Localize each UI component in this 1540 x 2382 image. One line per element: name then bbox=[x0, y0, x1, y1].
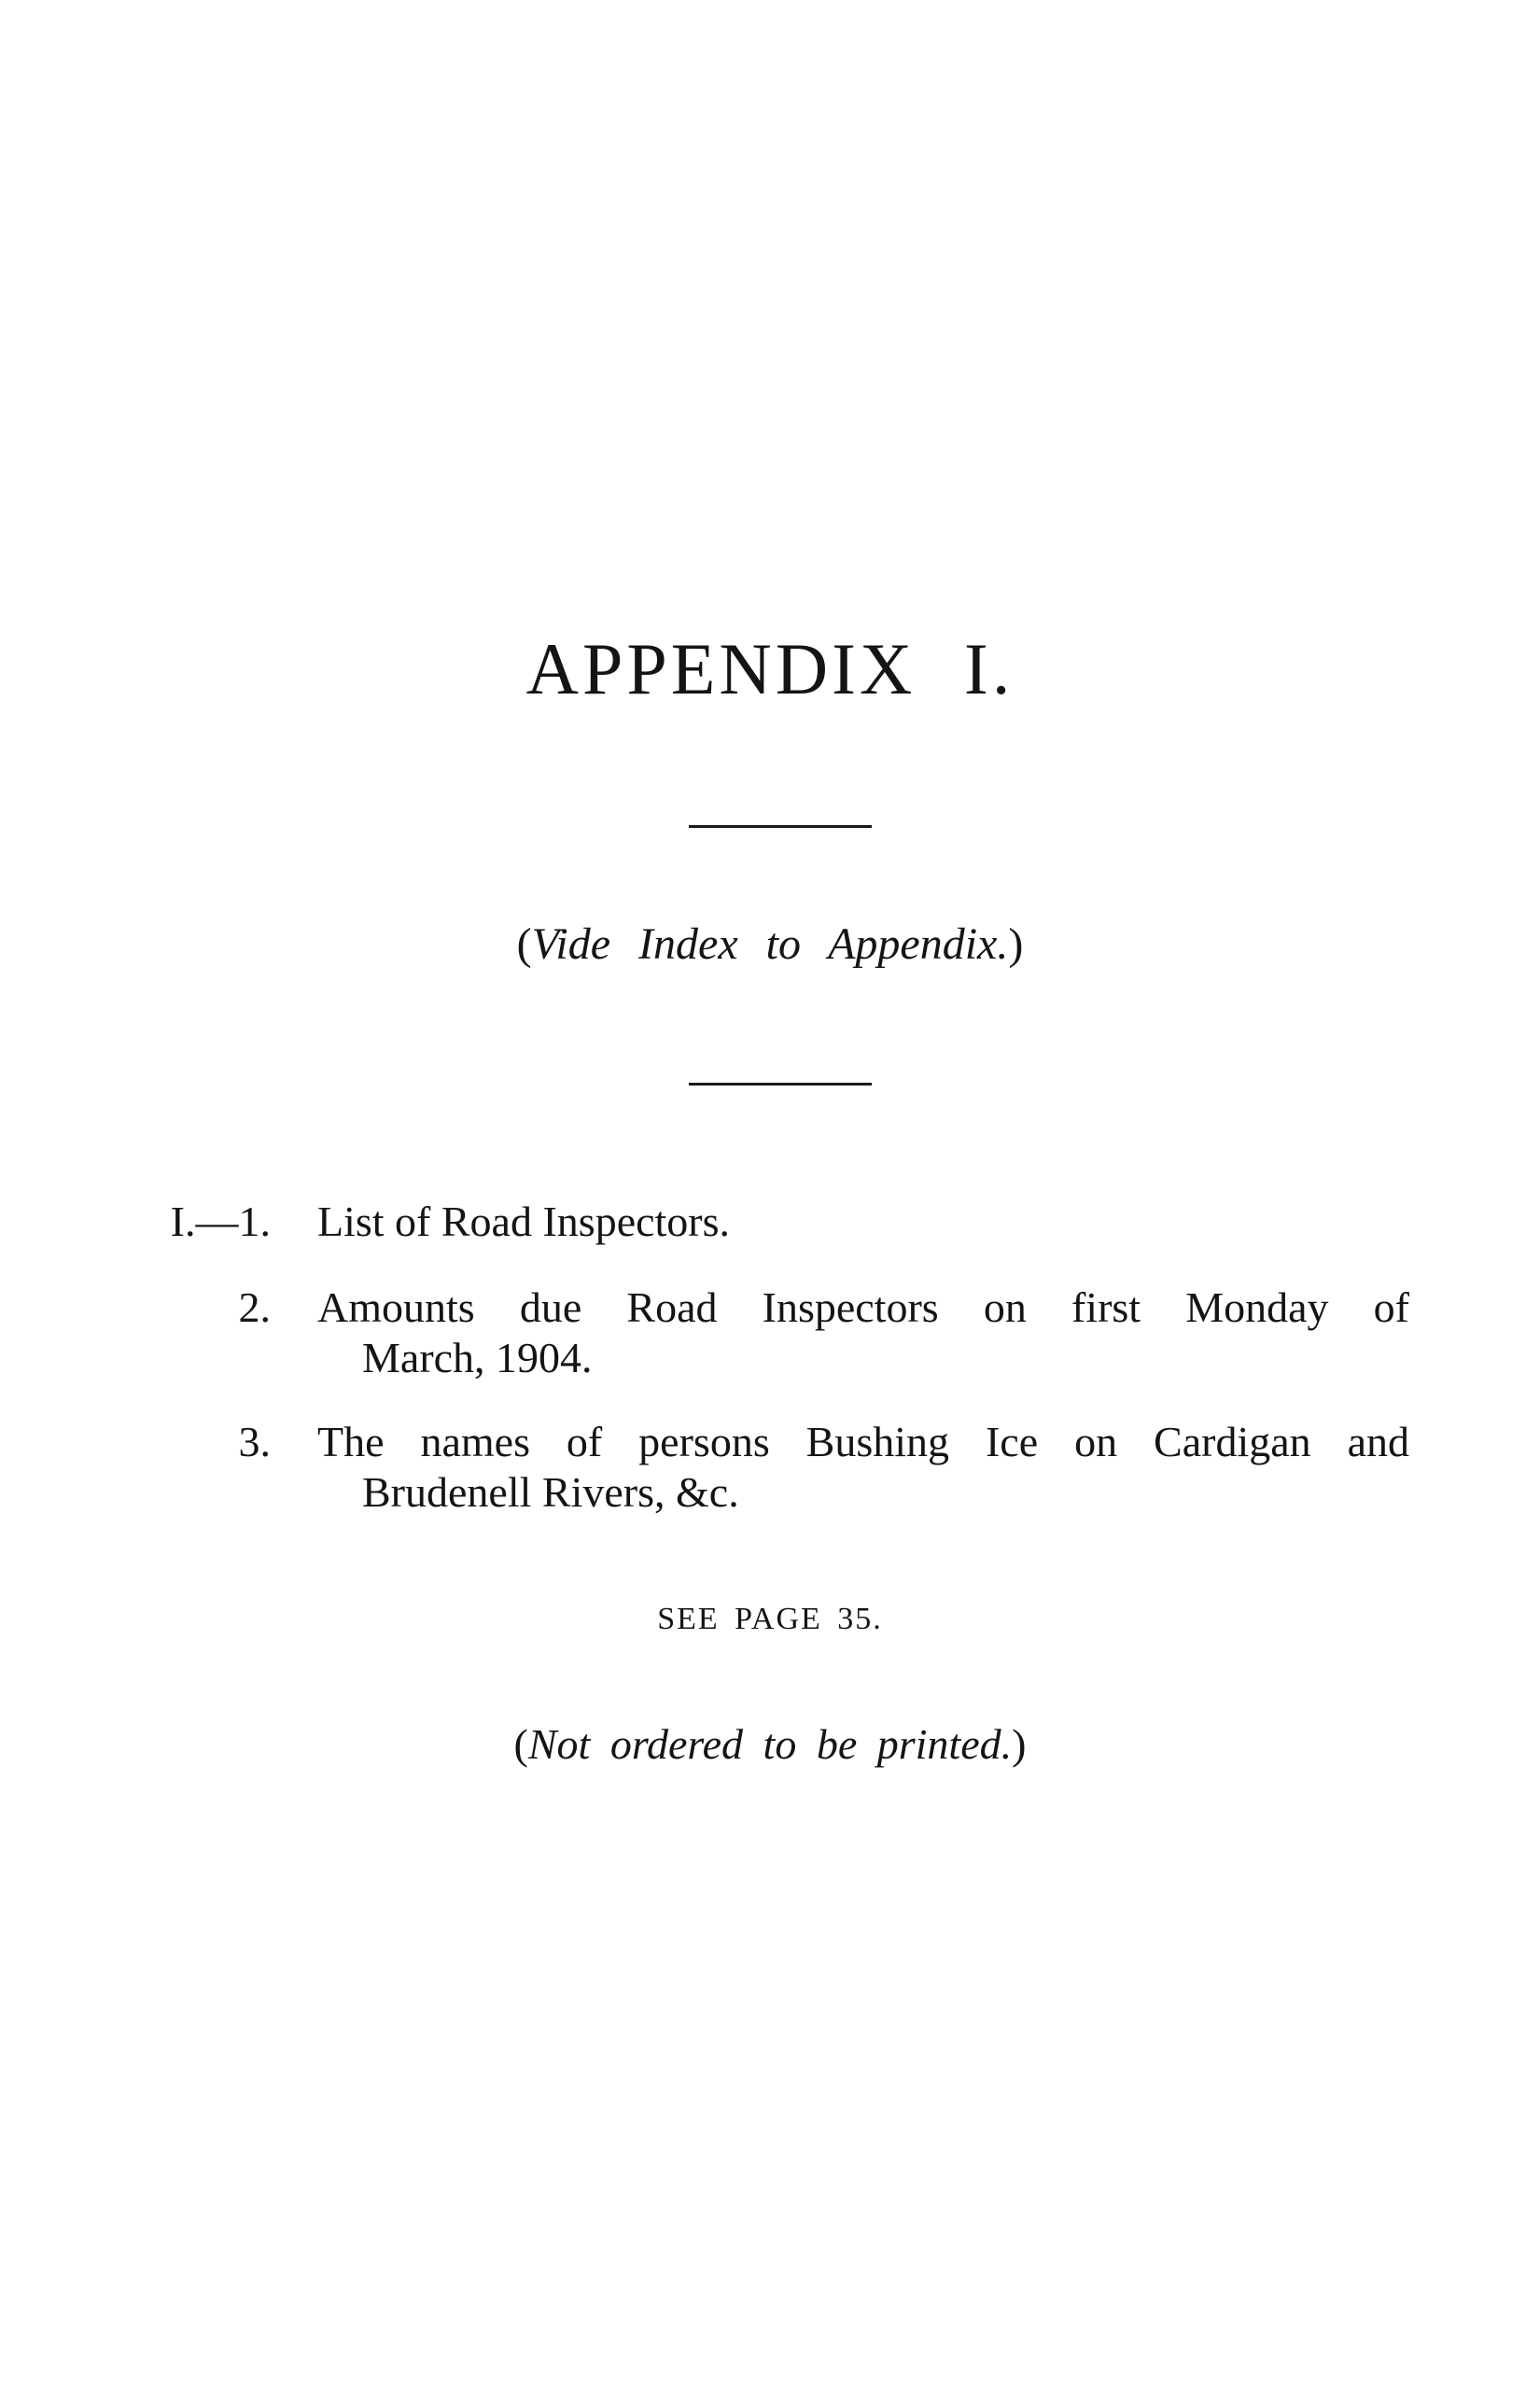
list-item-text bbox=[317, 1197, 1409, 1247]
list-item-text bbox=[317, 1417, 1409, 1518]
see-page-reference: SEE PAGE 35. bbox=[657, 1602, 883, 1636]
list-item-line: The names of persons Bushing Ice on Cardigan and bbox=[317, 1418, 1409, 1465]
list-item-line: Amounts due Road Inspectors on first Monday of bbox=[317, 1283, 1409, 1331]
subtitle-close-paren: ) bbox=[1008, 919, 1024, 969]
page-title: APPENDIX I. bbox=[525, 628, 1015, 709]
list-item-line: List of Road Inspectors. bbox=[317, 1198, 731, 1245]
note-text: Not ordered to be printed. bbox=[527, 1720, 1013, 1768]
list-item-continuation: March, 1904. bbox=[362, 1334, 593, 1381]
list-item-text bbox=[317, 1282, 1409, 1383]
list-item-continuation: Brudenell Rivers, &c. bbox=[362, 1468, 739, 1516]
subtitle-text: Vide Index to Appendix. bbox=[531, 919, 1009, 969]
divider-rule-bottom bbox=[689, 1083, 872, 1086]
note-open-paren: ( bbox=[513, 1720, 528, 1768]
divider-rule-top bbox=[689, 825, 872, 828]
list-item-number: I.—1. bbox=[170, 1198, 271, 1245]
vide-index-reference bbox=[0, 918, 1540, 970]
subtitle-open-paren: ( bbox=[516, 919, 532, 969]
note-close-paren: ) bbox=[1012, 1720, 1027, 1768]
list-item-number: 3. bbox=[238, 1418, 271, 1465]
list-item-number: 2. bbox=[238, 1283, 271, 1331]
not-printed-note bbox=[0, 1719, 1540, 1769]
